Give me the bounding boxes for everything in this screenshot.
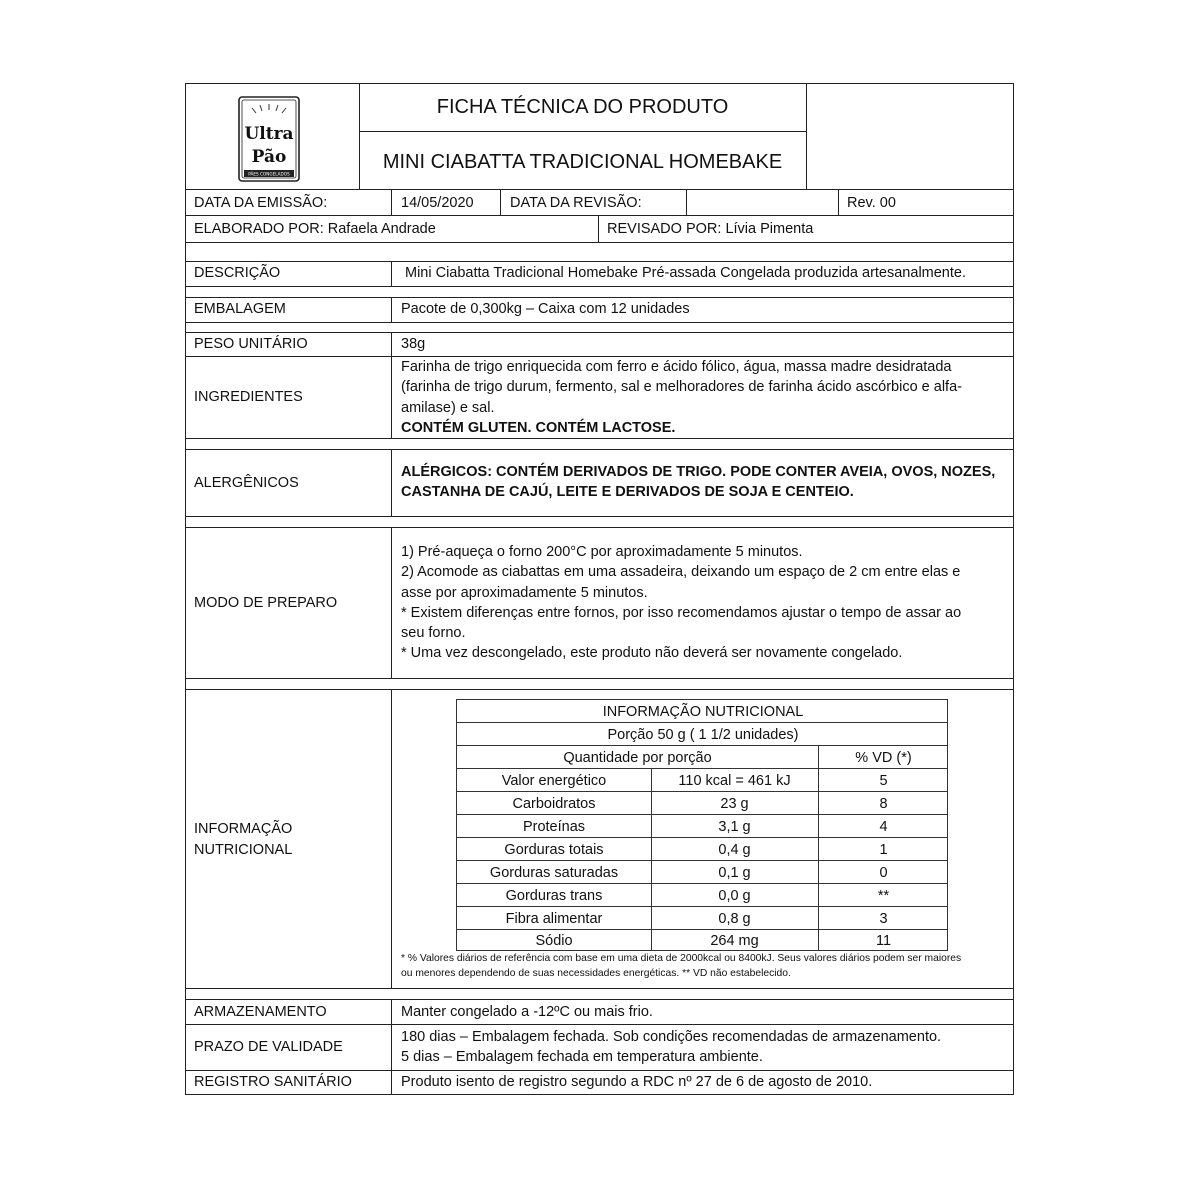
nutrient-vd: 11 — [875, 933, 892, 949]
divider — [391, 332, 392, 438]
divider — [391, 527, 392, 678]
preparation-line: * Uma vez descongelado, este produto não deverá ser novamente congelado. — [401, 645, 903, 662]
divider — [185, 215, 1014, 216]
divider — [185, 689, 1014, 690]
nutrient-name: Fibra alimentar — [505, 911, 603, 927]
prepared-by-field — [194, 222, 436, 237]
preparation-line: seu forno. — [401, 625, 466, 642]
sanitary-registration-label: REGISTRO SANITÁRIO — [194, 1074, 352, 1090]
divider — [185, 261, 1014, 262]
storage-label: ARMAZENAMENTO — [194, 1004, 327, 1020]
prepared-by-label: ELABORADO POR: — [194, 221, 324, 237]
packaging-value: Pacote de 0,300kg – Caixa com 12 unidades — [401, 301, 690, 317]
allergens-text — [401, 462, 995, 503]
divider — [391, 999, 392, 1095]
divider — [185, 1070, 1014, 1071]
divider — [185, 242, 1014, 243]
nutrient-amount: 3,1 g — [718, 819, 751, 835]
divider — [391, 297, 392, 322]
nutrient-vd: ** — [877, 888, 890, 904]
nutrient-amount: 0,8 g — [718, 911, 751, 927]
ingredients-warning: CONTÉM GLUTEN. CONTÉM LACTOSE. — [401, 419, 676, 436]
divider — [391, 261, 392, 286]
nutrient-name: Carboidratos — [512, 796, 596, 812]
divider — [598, 215, 599, 242]
divider — [806, 83, 807, 189]
preparation-line: * Existem diferenças entre fornos, por isso recomendamos ajustar o tempo de assar ao — [401, 604, 962, 621]
divider — [185, 332, 1014, 333]
divider — [185, 999, 1014, 1000]
company-logo — [238, 96, 300, 182]
divider — [359, 131, 806, 132]
logo-subtitle: PÃES CONGELADOS — [248, 171, 290, 177]
divider — [391, 689, 392, 988]
nutrient-amount: 23 g — [720, 796, 749, 812]
nutrient-vd: 3 — [879, 911, 888, 927]
reviewed-by-value: Lívia Pimenta — [725, 221, 814, 237]
nutrient-name: Sódio — [535, 933, 573, 949]
nutrition-label-line2: NUTRICIONAL — [194, 842, 293, 858]
nutrition-portion: Porção 50 g ( 1 1/2 unidades) — [607, 727, 799, 743]
divider — [185, 678, 1014, 679]
product-name: MINI CIABATTA TRADICIONAL HOMEBAKE — [382, 151, 783, 173]
description-value: Mini Ciabatta Tradicional Homebake Pré-assada Congelada produzida artesanalmente. — [405, 265, 966, 281]
divider — [185, 297, 1014, 298]
nutrient-name: Gorduras trans — [505, 888, 603, 904]
nutrient-vd: 5 — [879, 773, 888, 789]
divider — [391, 189, 392, 215]
shelf-life-line: 180 dias – Embalagem fechada. Sob condições recomendadas de armazenamento. — [401, 1029, 942, 1045]
footnote-line: * % Valores diários de referência com base em uma dieta de 2000kcal ou 8400kJ. Seus valores diários podem ser maiores — [401, 953, 962, 964]
divider — [838, 189, 839, 215]
shelf-life-label: PRAZO DE VALIDADE — [194, 1039, 343, 1055]
ingredients-text — [401, 357, 962, 438]
ingredients-line: Farinha de trigo enriquecida com ferro e ácido fólico, água, massa madre desidratada — [401, 359, 952, 375]
nutrient-name: Gorduras saturadas — [489, 865, 619, 881]
sanitary-registration-value: Produto isento de registro segundo a RDC nº 27 de 6 de agosto de 2010. — [401, 1074, 873, 1090]
preparation-line: asse por aproximadamente 5 minutos. — [401, 584, 648, 601]
nutrient-name: Valor energético — [501, 773, 607, 789]
divider — [185, 322, 1014, 323]
divider — [185, 527, 1014, 528]
nutrient-amount: 0,1 g — [718, 865, 751, 881]
preparation-text — [401, 542, 961, 664]
divider — [185, 189, 1014, 190]
divider — [185, 516, 1014, 517]
nutrition-facts-table — [456, 699, 948, 951]
revision-date-label: DATA DA REVISÃO: — [510, 195, 642, 211]
ingredients-line: (farinha de trigo durum, fermento, sal e melhoradores de farinha ácido ascórbico e alfa- — [401, 379, 962, 396]
nutrition-quantity-header: Quantidade por porção — [563, 750, 712, 766]
divider — [185, 1024, 1014, 1025]
footnote-line: ou menores dependendo de suas necessidades energéticas. ** VD não estabelecido. — [401, 967, 791, 979]
logo-badge-icon — [238, 96, 300, 182]
emission-date-value: 14/05/2020 — [401, 195, 474, 211]
nutrient-amount: 264 mg — [710, 933, 759, 949]
emission-date-label: DATA DA EMISSÃO: — [194, 195, 328, 211]
nutrient-vd: 8 — [879, 796, 888, 812]
logo-text-bottom: Pão — [251, 147, 287, 167]
shelf-life-line: 5 dias – Embalagem fechada em temperatura ambiente. — [401, 1049, 763, 1066]
ingredients-label: INGREDIENTES — [194, 389, 303, 405]
nutrient-name: Proteínas — [522, 819, 586, 835]
nutrient-amount: 0,4 g — [718, 842, 751, 858]
nutrition-vd-header: % VD (*) — [855, 750, 912, 766]
allergens-label: ALERGÊNICOS — [194, 475, 299, 491]
nutrient-vd: 4 — [879, 819, 888, 835]
revision-number: Rev. 00 — [847, 195, 896, 211]
nutrition-label-line1: INFORMAÇÃO — [194, 821, 293, 837]
description-label: DESCRIÇÃO — [194, 265, 281, 281]
nutrition-title: INFORMAÇÃO NUTRICIONAL — [602, 704, 804, 720]
unit-weight-label: PESO UNITÁRIO — [194, 336, 308, 352]
divider — [391, 449, 392, 516]
document-title: FICHA TÉCNICA DO PRODUTO — [436, 96, 729, 118]
preparation-label: MODO DE PREPARO — [194, 595, 338, 611]
nutrient-vd: 1 — [879, 842, 888, 858]
reviewed-by-label: REVISADO POR: — [607, 221, 722, 237]
divider — [185, 286, 1014, 287]
reviewed-by-field — [607, 222, 813, 237]
prepared-by-value: Rafaela Andrade — [327, 221, 436, 237]
preparation-line: 2) Acomode as ciabattas em uma assadeira, deixando um espaço de 2 cm entre elas e — [401, 564, 961, 581]
shelf-life-text — [401, 1027, 941, 1068]
nutrient-vd: 0 — [879, 865, 888, 881]
preparation-line: 1) Pré-aqueça o forno 200°C por aproximadamente 5 minutos. — [401, 544, 803, 560]
packaging-label: EMBALAGEM — [194, 301, 286, 317]
nutrient-amount: 110 kcal = 461 kJ — [678, 773, 791, 789]
allergens-line: CASTANHA DE CAJÚ, LEITE E DERIVADOS DE SOJA E CENTEIO. — [401, 484, 854, 501]
allergens-line: ALÉRGICOS: CONTÉM DERIVADOS DE TRIGO. PODE CONTER AVEIA, OVOS, NOZES, — [401, 464, 996, 480]
nutrient-name: Gorduras totais — [504, 842, 604, 858]
ingredients-line: amilase) e sal. — [401, 399, 495, 416]
nutrition-footnote — [401, 952, 961, 981]
divider — [185, 449, 1014, 450]
logo-text-top: Ultra — [244, 124, 294, 144]
nutrient-amount: 0,0 g — [718, 888, 751, 904]
divider — [185, 988, 1014, 989]
unit-weight-value: 38g — [401, 336, 426, 352]
divider — [500, 189, 501, 215]
storage-value: Manter congelado a -12ºC ou mais frio. — [401, 1004, 653, 1020]
divider — [686, 189, 687, 215]
